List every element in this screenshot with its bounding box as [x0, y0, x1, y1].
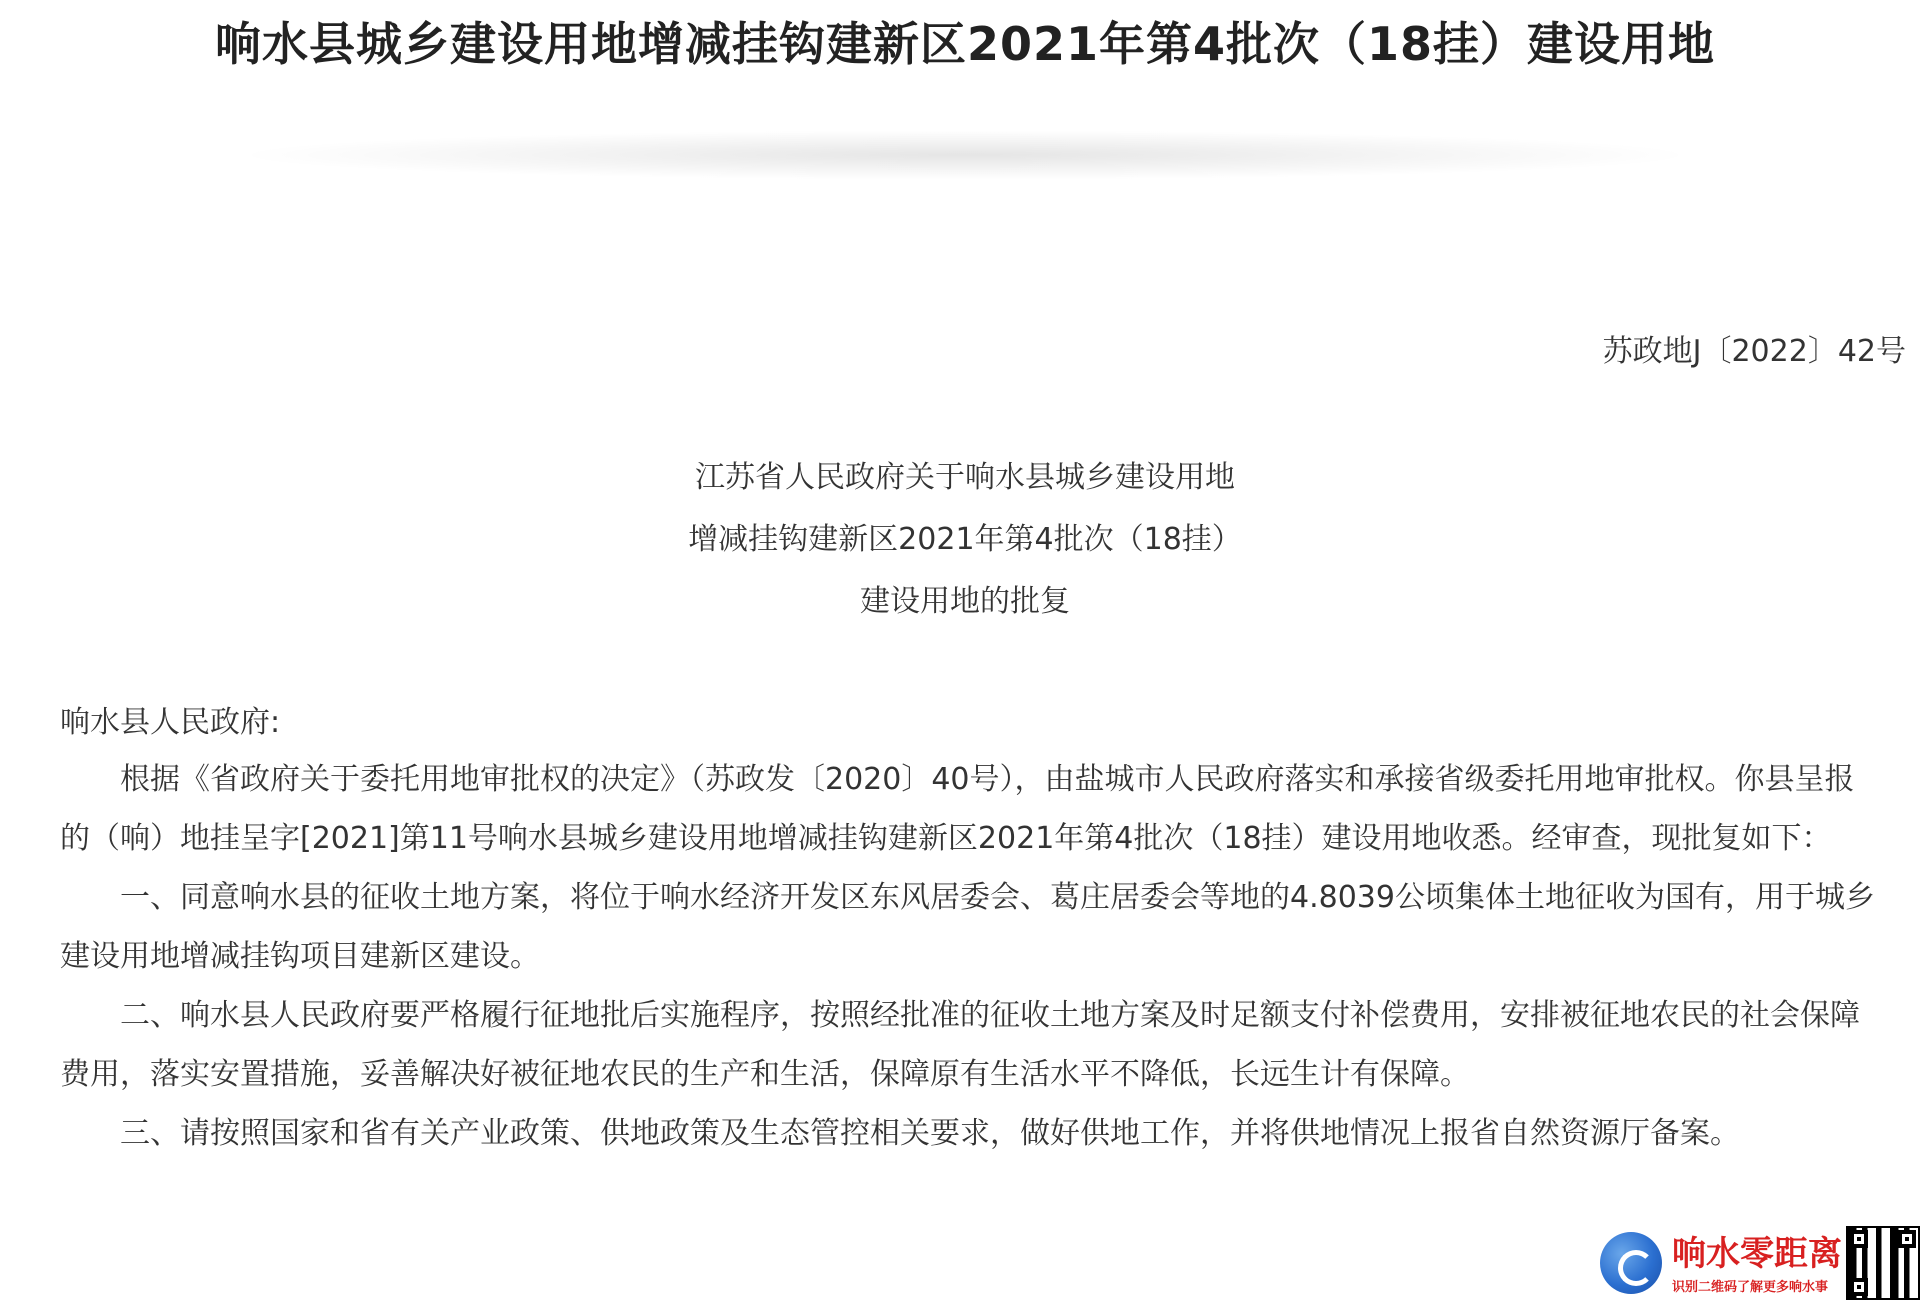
body-paragraph: 二、响水县人民政府要严格履行征地批后实施程序，按照经批准的征收土地方案及时足额支付补偿费用，安排被征地农民的社会保障费用，落实安置措施，妥善解决好被征地农民的生产和生活，保障原有生活水平不降低，长远生计有保障。 — [60, 998, 1860, 1092]
watermark-name: 响水零距离 — [1672, 1234, 1842, 1274]
title-divider-shadow — [230, 130, 1700, 180]
document-body — [60, 750, 1880, 1163]
document-number: 苏政地J〔2022〕42号 — [1602, 334, 1906, 369]
swirl-logo-icon — [1600, 1232, 1662, 1294]
body-paragraph: 三、请按照国家和省有关产业政策、供地政策及生态管控相关要求，做好供地工作，并将供地情况上报省自然资源厅备案。 — [120, 1116, 1740, 1151]
subtitle-line: 江苏省人民政府关于响水县城乡建设用地 — [695, 460, 1235, 495]
body-paragraph: 一、同意响水县的征收土地方案，将位于响水经济开发区东风居委会、葛庄居委会等地的4.8039公顷集体土地征收为国有，用于城乡建设用地增减挂钩项目建新区建设。 — [60, 880, 1875, 974]
page-title: 响水县城乡建设用地增减挂钩建新区2021年第4批次（18挂）建设用地 — [214, 17, 1716, 71]
watermark-slogan: 识别二维码了解更多响水事 — [1672, 1280, 1829, 1295]
qr-code-icon — [1846, 1226, 1920, 1300]
subtitle-line: 增减挂钩建新区2021年第4批次（18挂） — [688, 522, 1242, 557]
subtitle-line: 建设用地的批复 — [860, 584, 1070, 619]
watermark-logo — [1600, 1226, 1920, 1306]
body-paragraph: 根据《省政府关于委托用地审批权的决定》（苏政发〔2020〕40号），由盐城市人民政府落实和承接省级委托用地审批权。你县呈报的（响）地挂呈字[2021]第11号响水县城乡建设用地增减挂钩建新区2021年第4批次（18挂）建设用地收悉。经审查，现批复如下： — [60, 762, 1855, 856]
addressee: 响水县人民政府: — [60, 705, 281, 740]
